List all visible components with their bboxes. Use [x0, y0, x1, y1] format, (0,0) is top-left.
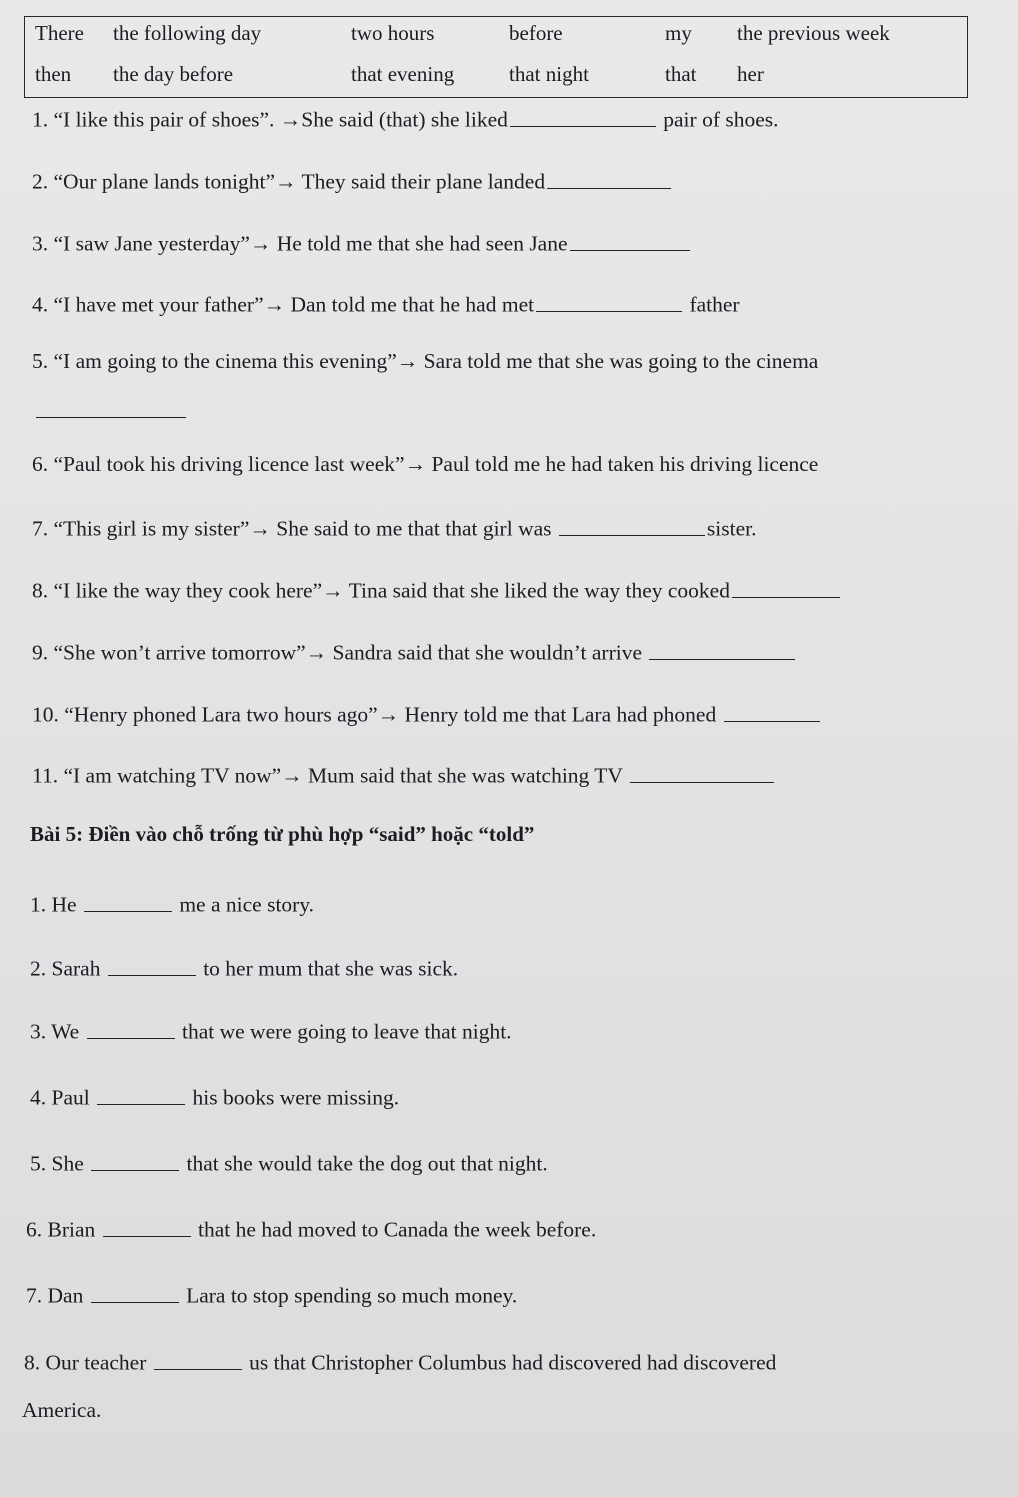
word-box-cell: that [665, 62, 697, 86]
exercise-prompt: 3. “I saw Jane yesterday”→ He told me that she had seen Jane [32, 231, 568, 256]
answer-blank[interactable] [91, 1280, 179, 1303]
answer-blank[interactable] [87, 1016, 175, 1039]
section-heading: Bài 5: Điền vào chỗ trống từ phù hợp “said” hoặc “told” [30, 822, 535, 846]
answer-blank[interactable] [36, 395, 186, 418]
exercise-prompt: 1. He [30, 892, 77, 917]
answer-blank[interactable] [154, 1347, 242, 1370]
answer-blank[interactable] [570, 228, 690, 251]
exercise-prompt: 6. Brian [26, 1217, 96, 1242]
exercise-tail: to her mum that she was sick. [203, 956, 459, 981]
word-box-cell: then [35, 62, 72, 86]
exercise-prompt: 10. “Henry phoned Lara two hours ago”→ Henry told me that Lara had phoned [32, 702, 717, 727]
answer-blank[interactable] [103, 1214, 191, 1237]
answer-blank[interactable] [536, 289, 682, 312]
word-box-cell: my [665, 21, 692, 45]
exercise-prompt: 1. “I like this pair of shoes”. →She said (that) she liked [32, 107, 508, 132]
answer-blank[interactable] [559, 513, 705, 536]
exercise-item [32, 452, 818, 477]
exercise-item [32, 289, 740, 318]
exercise-prompt: 11. “I am watching TV now”→ Mum said that she was watching TV [32, 763, 623, 788]
exercise-item [32, 349, 818, 374]
answer-blank[interactable] [724, 699, 820, 722]
exercise-item [30, 953, 458, 982]
answer-blank[interactable] [649, 637, 795, 660]
answer-blank[interactable] [732, 575, 840, 598]
answer-blank[interactable] [547, 166, 671, 189]
exercise-tail: me a nice story. [179, 892, 315, 917]
exercise-prompt: 3. We [30, 1019, 80, 1044]
exercise-item [32, 575, 842, 604]
exercise-item [32, 104, 779, 133]
exercise-prompt: 8. Our teacher [24, 1350, 147, 1375]
exercise-prompt: 4. Paul [30, 1085, 90, 1110]
exercise-tail: sister. [706, 516, 757, 541]
exercise-tail: that she would take the dog out that night. [186, 1151, 548, 1176]
exercise-prompt: 2. “Our plane lands tonight”→ They said their plane landed [32, 169, 546, 194]
word-box-cell: the following day [113, 21, 262, 45]
exercise-prompt: 7. Dan [26, 1283, 84, 1308]
exercise-item [32, 166, 673, 195]
answer-blank[interactable] [84, 889, 172, 912]
exercise-item [32, 760, 776, 789]
word-box-cell: before [509, 21, 563, 45]
word-box-cell: two hours [351, 21, 435, 45]
answer-blank[interactable] [91, 1148, 179, 1171]
exercise-item [32, 699, 822, 728]
exercise-prompt: 9. “She won’t arrive tomorrow”→ Sandra said that she wouldn’t arrive [32, 640, 643, 665]
word-box-cell: that night [509, 62, 589, 86]
exercise-prompt: 5. She [30, 1151, 84, 1176]
word-box-cell: the day before [113, 62, 234, 86]
answer-blank[interactable] [510, 104, 656, 127]
exercise-item [24, 1347, 776, 1376]
exercise-item [30, 889, 314, 918]
exercise-tail: Lara to stop spending so much money. [186, 1283, 518, 1308]
exercise-item [26, 1280, 517, 1309]
exercise-item [30, 1016, 512, 1045]
word-box-cell: the previous week [737, 21, 890, 45]
answer-blank[interactable] [97, 1082, 185, 1105]
word-box-cell: her [737, 62, 764, 86]
word-box-cell: There [35, 21, 84, 45]
word-box-cell: that evening [351, 62, 455, 86]
exercise-prompt: 5. “I am going to the cinema this evening”→ Sara told me that she was going to the cinema [32, 349, 819, 373]
exercise-tail: his books were missing. [192, 1085, 400, 1110]
answer-blank[interactable] [108, 953, 196, 976]
exercise-item [30, 1148, 548, 1177]
exercise-item [32, 513, 756, 542]
exercise-item [26, 1214, 596, 1243]
exercise-tail: pair of shoes. [663, 107, 779, 132]
exercise-item [32, 637, 797, 666]
exercise-item [30, 1082, 399, 1111]
exercise-tail: father [689, 292, 740, 317]
exercise-prompt: 8. “I like the way they cook here”→ Tina said that she liked the way they cooked [32, 578, 730, 603]
exercise-item-continuation [22, 1398, 101, 1423]
answer-blank[interactable] [630, 760, 774, 783]
exercise-tail: that we were going to leave that night. [181, 1019, 512, 1044]
exercise-tail: us that Christopher Columbus had discovered had discovered [249, 1350, 777, 1375]
exercise-tail: that he had moved to Canada the week before. [198, 1217, 597, 1242]
exercise-prompt: 4. “I have met your father”→ Dan told me that he had met [32, 292, 535, 317]
exercise-prompt: 7. “This girl is my sister”→ She said to me that that girl was [32, 516, 552, 541]
word-box [24, 16, 968, 98]
exercise-item [32, 228, 692, 257]
exercise-prompt: 6. “Paul took his driving licence last week”→ Paul told me he had taken his driving licence [32, 452, 819, 476]
exercise-item-continuation [34, 395, 188, 424]
exercise-tail: America. [22, 1398, 102, 1422]
exercise-prompt: 2. Sarah [30, 956, 101, 981]
